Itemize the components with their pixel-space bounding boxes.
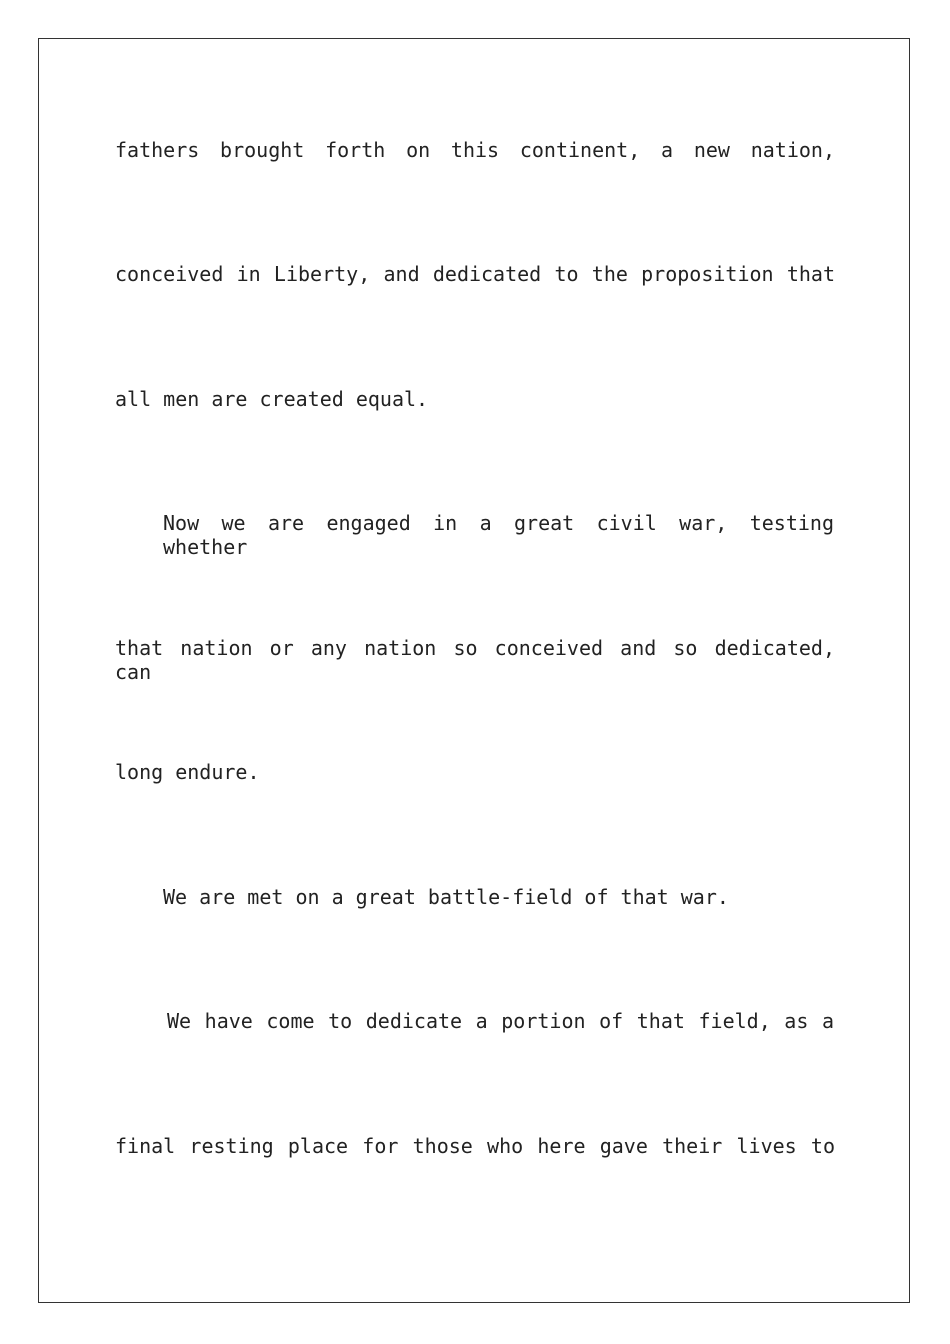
text-line: conceived in Liberty, and dedicated to the proposition that — [115, 262, 835, 286]
text-line: We are met on a great battle-field of that war. — [163, 885, 729, 909]
text-line: that nation or any nation so conceived and so dedicated, can — [115, 636, 835, 684]
text-line: final resting place for those who here gave their lives to — [115, 1134, 835, 1158]
text-line: long endure. — [115, 760, 260, 784]
text-line: all men are created equal. — [115, 387, 429, 411]
text-line: We have come to dedicate a portion of that field, as a — [167, 1009, 834, 1033]
text-line: fathers brought forth on this continent, a new nation, — [115, 138, 835, 162]
text-line: Now we are engaged in a great civil war, testing whether — [163, 511, 834, 559]
